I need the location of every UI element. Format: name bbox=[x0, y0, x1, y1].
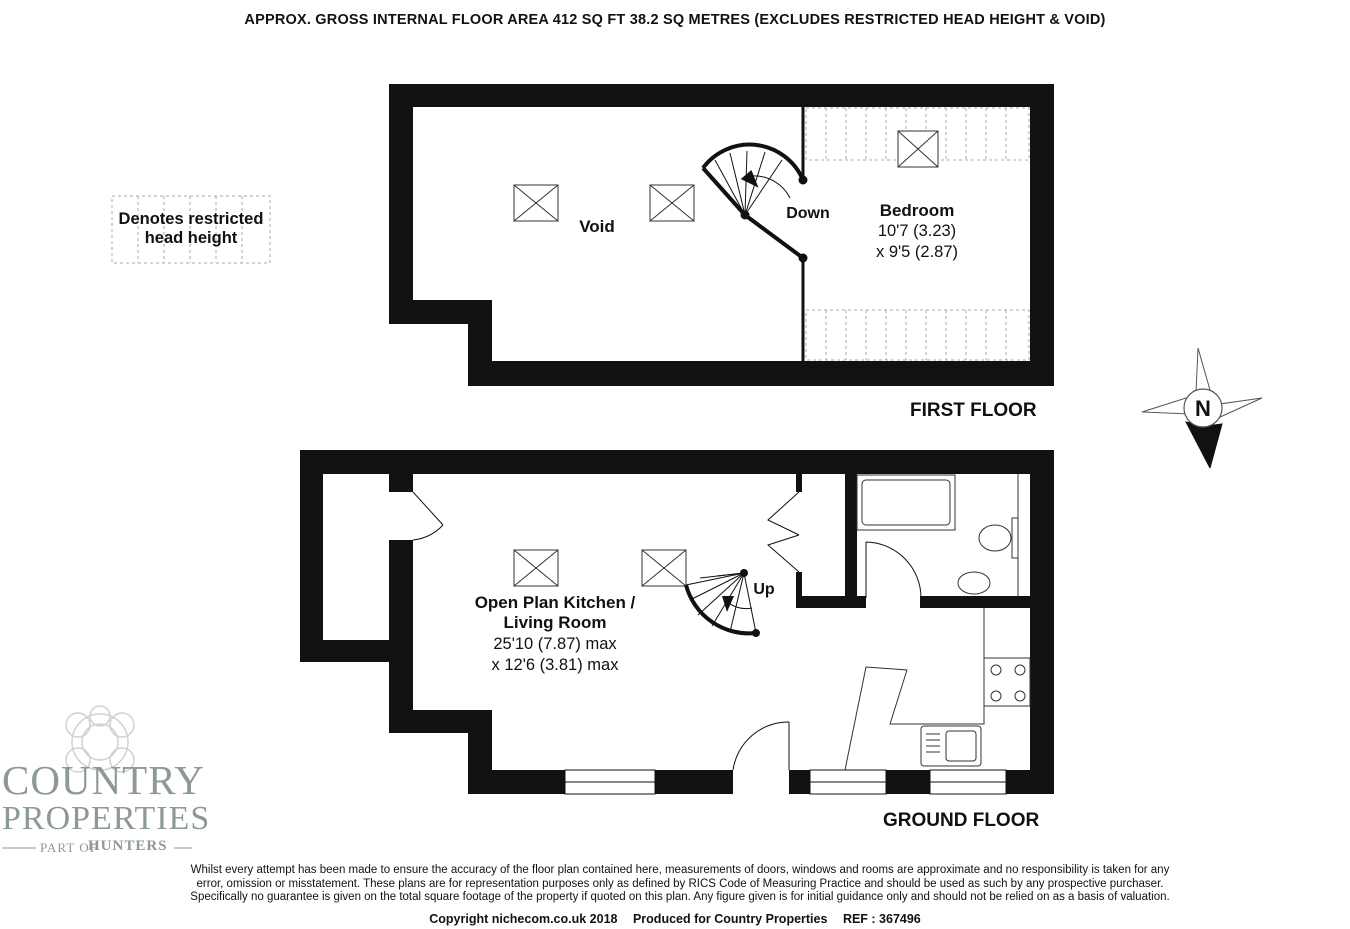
spiral-stair-ground-floor bbox=[686, 570, 760, 637]
ground-floor-label: GROUND FLOOR bbox=[883, 810, 1040, 831]
bath-icon bbox=[857, 475, 955, 530]
legend-line-2: head height bbox=[144, 229, 238, 247]
bedroom-name: Bedroom bbox=[879, 201, 955, 220]
stair-up-label: Up bbox=[753, 581, 775, 598]
restricted-area-bottom bbox=[806, 310, 1029, 360]
living-dim-2: x 12'6 (3.81) max bbox=[491, 656, 619, 674]
living-dim-1: 25'10 (7.87) max bbox=[493, 635, 617, 653]
first-floor-label: FIRST FLOOR bbox=[910, 400, 1037, 421]
compass-icon bbox=[1142, 348, 1262, 468]
legend-line-1: Denotes restricted bbox=[118, 210, 264, 228]
rooflight-icon bbox=[898, 131, 938, 167]
copyright-text: Copyright nichecom.co.uk 2018 bbox=[429, 912, 618, 926]
void-label: Void bbox=[579, 217, 615, 236]
legend-text bbox=[104, 210, 278, 248]
toilet-icon bbox=[979, 518, 1018, 558]
spiral-stair-first-floor bbox=[703, 145, 807, 262]
disclaimer-line-2: error, omission or misstatement. These plans are for representation purposes only as defined by RICS Code of Measuring Practice and should be used as such by any prospective purchaser. bbox=[196, 877, 1164, 890]
logo-hunters-text: HUNTERS bbox=[88, 838, 168, 854]
logo-country-text: COUNTRY bbox=[2, 757, 205, 803]
rooflight-icon bbox=[642, 550, 686, 586]
disclaimer-line-1: Whilst every attempt has been made to ensure the accuracy of the floor plan contained here, measurements of doors, windows and rooms are approximate and no responsibility is taken for any bbox=[190, 864, 1170, 876]
rooflight-icon bbox=[650, 185, 694, 221]
living-name-1: Open Plan Kitchen / bbox=[474, 593, 636, 612]
disclaimer-line-3: Specifically no guarantee is given on the total square footage of the property if quoted on this plan. Any figure given is for initial guidance only and should not be relied on as a basis of valuation. bbox=[190, 891, 1170, 903]
bedroom-dim-1: 10'7 (3.23) bbox=[877, 222, 957, 240]
kitchen-units bbox=[845, 608, 1030, 770]
produced-for-text: Produced for Country Properties bbox=[632, 912, 828, 926]
living-name-2: Living Room bbox=[503, 613, 607, 632]
bedroom-dim-2: x 9'5 (2.87) bbox=[875, 243, 959, 261]
stair-down-label: Down bbox=[786, 205, 830, 222]
footer-credits bbox=[0, 912, 1350, 926]
rooflight-icon bbox=[514, 185, 558, 221]
reference-text: REF : 367496 bbox=[842, 912, 921, 926]
logo-part-of-text: PART OF bbox=[40, 840, 98, 855]
compass-north-label: N bbox=[1195, 396, 1211, 421]
rooflight-icon bbox=[514, 550, 558, 586]
plan-title: APPROX. GROSS INTERNAL FLOOR AREA 412 SQ FT 38.2 SQ METRES (EXCLUDES RESTRICTED HEAD HEIGHT & VOID) bbox=[244, 12, 1106, 28]
first-floor-plan bbox=[389, 84, 1054, 421]
ground-floor-plan bbox=[300, 450, 1054, 831]
ground-floor-walls bbox=[300, 450, 1054, 794]
disclaimer bbox=[150, 864, 1210, 905]
basin-icon bbox=[958, 474, 1018, 596]
logo-properties-text: PROPERTIES bbox=[2, 800, 211, 837]
